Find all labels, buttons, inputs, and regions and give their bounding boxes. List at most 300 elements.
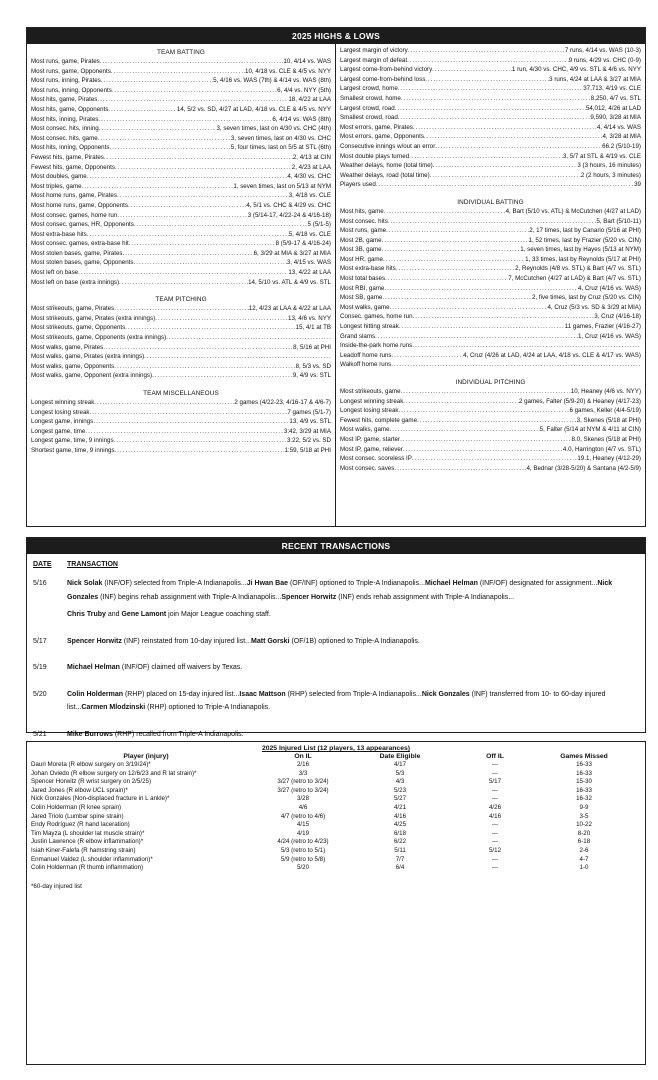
record-value: 4, Cruz (4/26 at LAD, 4/24 at LAA, 4/18 vs. CLE & 4/17 vs. WAS) bbox=[463, 351, 641, 359]
table-row bbox=[31, 830, 633, 839]
dot-leader bbox=[94, 398, 234, 408]
record-label: Most left on base bbox=[31, 269, 79, 277]
record-label: Most strikeouts, game, Pirates bbox=[31, 305, 115, 313]
record-row bbox=[340, 274, 641, 284]
record-value: 10, 4/18 vs. CLE & 4/5 vs. NYY bbox=[245, 67, 331, 75]
table-row bbox=[31, 821, 633, 830]
dot-leader bbox=[432, 65, 512, 75]
record-row bbox=[31, 352, 331, 362]
player-name: Mike Burrows bbox=[67, 730, 113, 738]
record-label: Most consec. scoreless IP bbox=[340, 455, 412, 463]
record-row bbox=[340, 435, 641, 445]
record-row bbox=[31, 239, 331, 249]
record-value: 8, 5/16 at PHI bbox=[293, 343, 331, 351]
dot-leader bbox=[384, 284, 578, 294]
dot-leader bbox=[398, 406, 569, 416]
injured-list-body bbox=[31, 761, 633, 873]
record-row bbox=[340, 180, 641, 190]
games-missed-cell: 15-30 bbox=[576, 778, 592, 786]
record-row bbox=[31, 427, 331, 437]
transaction-text bbox=[67, 688, 639, 719]
date-eligible-cell: 4/3 bbox=[395, 778, 405, 786]
record-label: Largest come-from-behind loss bbox=[340, 75, 426, 83]
record-label: Largest margin of victory bbox=[340, 47, 408, 54]
record-label: Most walks, game, Opponent (extra innings) bbox=[31, 372, 153, 380]
transaction-detail: join Major League coaching staff. bbox=[166, 611, 271, 618]
record-label: Most RBI, game bbox=[340, 284, 385, 292]
record-label: Most strikeouts, game bbox=[340, 388, 401, 395]
transaction-detail: (OF/INF) optioned to Triple-A Indianapolis... bbox=[288, 580, 425, 587]
highs-lows-right-column bbox=[336, 44, 645, 527]
date-eligible-cell: 4/17 bbox=[393, 761, 407, 768]
on-il-column-header: On IL bbox=[294, 753, 312, 760]
record-row bbox=[340, 161, 641, 171]
player-name: Spencer Horwitz bbox=[281, 593, 337, 601]
dot-leader bbox=[395, 104, 586, 114]
record-row bbox=[31, 95, 331, 105]
record-value: 5, four times, last on 5/5 at STL (6th) bbox=[230, 144, 331, 152]
date-eligible-cell: 7/7 bbox=[395, 855, 405, 863]
transaction-entry bbox=[27, 577, 645, 626]
record-label: Most walks, game, Pirates bbox=[31, 343, 104, 351]
on-il-cell: 4/15 bbox=[296, 821, 310, 829]
record-row bbox=[340, 123, 641, 133]
record-label: Longest losing streak bbox=[340, 407, 399, 415]
table-row bbox=[31, 804, 633, 813]
record-label: Longest winning streak bbox=[340, 397, 404, 405]
record-value: 4, Cruz (4/16 vs. WAS) bbox=[577, 284, 641, 292]
record-value: 3:22, 5/2 vs. SD bbox=[286, 437, 331, 445]
record-label: Weather delays, home (total time) bbox=[340, 162, 433, 170]
record-label: Leadoff home runs bbox=[340, 351, 392, 359]
record-row bbox=[340, 387, 641, 397]
player-name: Michael Helman bbox=[424, 580, 478, 587]
record-value: 13, 4/6 vs. NYY bbox=[288, 314, 331, 322]
table-row bbox=[31, 864, 633, 873]
transaction-paragraph bbox=[67, 688, 639, 715]
record-value: 66.2 (5/10-19) bbox=[602, 142, 641, 150]
record-row bbox=[340, 322, 641, 332]
record-value: 3 (3 hours, 16 minutes) bbox=[577, 162, 641, 170]
record-value: 5, Falter (5/14 at NYM & 4/11 at CIN) bbox=[539, 426, 641, 434]
record-value: 4, Bart (5/10 vs. ATL) & McCutchen (4/27 at LAD) bbox=[505, 207, 641, 215]
transactions-title: RECENT TRANSACTIONS bbox=[27, 538, 645, 554]
table-row bbox=[31, 813, 633, 822]
dot-leader bbox=[390, 303, 548, 313]
record-label: Longest losing streak bbox=[31, 408, 90, 416]
dot-leader bbox=[87, 172, 288, 182]
dot-leader bbox=[97, 95, 288, 105]
table-row bbox=[31, 795, 633, 804]
record-label: Most SB, game bbox=[340, 294, 383, 302]
record-row bbox=[31, 446, 331, 456]
record-row bbox=[31, 371, 331, 381]
highs-lows-panel bbox=[26, 27, 646, 527]
record-value: 8, 5/3 vs. SD bbox=[295, 362, 331, 370]
on-il-cell: 3/3 bbox=[298, 769, 308, 777]
record-label: Longest hitting streak bbox=[340, 323, 399, 331]
record-row bbox=[340, 132, 641, 142]
record-row bbox=[31, 323, 331, 333]
record-label: Most runs, inning, Opponents bbox=[31, 86, 112, 94]
date-eligible-cell: 4/25 bbox=[393, 821, 407, 829]
dot-leader bbox=[407, 56, 569, 66]
dot-leader bbox=[125, 323, 295, 333]
record-label: Most hits, game bbox=[340, 207, 384, 215]
record-label: Consecutive innings w/out an error bbox=[340, 142, 436, 150]
record-value: 4, Bednar (3/28-5/20) & Santana (4/2-5/9) bbox=[526, 464, 641, 472]
record-row bbox=[340, 226, 641, 236]
dot-leader bbox=[401, 387, 571, 397]
record-value: 2 (2 hours, 3 minutes) bbox=[580, 171, 641, 179]
injured-list-note: *60-day injured list bbox=[31, 882, 82, 890]
dot-leader bbox=[409, 152, 563, 162]
record-value: 13, 4/22 at LAA bbox=[288, 269, 331, 277]
injured-list-panel bbox=[26, 741, 646, 1065]
dot-leader bbox=[382, 293, 532, 303]
dot-leader bbox=[128, 201, 246, 211]
dot-leader bbox=[413, 312, 595, 322]
record-row bbox=[340, 46, 641, 56]
record-row bbox=[340, 351, 641, 361]
player-name: Chris Truby bbox=[67, 611, 106, 618]
record-value: 1:59, 5/18 at PHI bbox=[284, 446, 331, 454]
dot-leader bbox=[396, 264, 515, 274]
games-missed-cell: 8-20 bbox=[577, 829, 591, 837]
dot-leader bbox=[408, 46, 565, 56]
record-row bbox=[340, 94, 641, 104]
record-row bbox=[31, 201, 331, 211]
record-label: Most extra-base hits bbox=[340, 265, 396, 273]
off-il-cell: --- bbox=[491, 761, 499, 768]
player-injury-cell: Colin Holderman (R thumb inflammation) bbox=[31, 864, 144, 872]
record-value: 3 runs, 4/24 at LAA & 3/27 at MIA bbox=[549, 75, 641, 83]
player-name: Nick Gonzales bbox=[67, 580, 613, 601]
record-value: 3, 4/15 vs. WAS bbox=[286, 259, 331, 267]
record-row bbox=[31, 220, 331, 230]
dot-leader bbox=[98, 134, 231, 144]
record-value: 2, 4/23 at LAA bbox=[291, 163, 331, 171]
record-row bbox=[31, 172, 331, 182]
record-row bbox=[31, 182, 331, 192]
dot-leader bbox=[382, 236, 529, 246]
on-il-cell: 4/6 bbox=[298, 803, 308, 811]
record-row bbox=[340, 255, 641, 265]
transaction-detail: (INF/OF) claimed off waivers by Texas. bbox=[119, 664, 243, 671]
dot-leader bbox=[114, 436, 287, 446]
table-row bbox=[31, 847, 633, 856]
record-row bbox=[340, 152, 641, 162]
transaction-detail: (RHP) optioned to Triple-A Indianapolis. bbox=[145, 704, 271, 711]
record-row bbox=[31, 153, 331, 163]
player-injury-cell: Jared Triolo (Lumbar spine strain) bbox=[31, 812, 124, 820]
record-label: Longest game, time bbox=[31, 427, 86, 435]
record-row bbox=[31, 143, 331, 153]
record-value: 3 (5/14-17, 4/22-24 & 4/16-18) bbox=[247, 211, 331, 219]
dot-leader bbox=[403, 397, 519, 407]
transactions-list bbox=[27, 577, 645, 745]
record-label: Smallest crowd, road bbox=[340, 114, 398, 122]
record-value: 13, 4/9 vs. STL bbox=[289, 418, 331, 426]
transaction-paragraph bbox=[67, 577, 639, 604]
dot-leader bbox=[117, 191, 289, 201]
player-injury-cell: Isiah Kiner-Falefa (R hamstring strain) bbox=[31, 846, 136, 854]
dot-leader bbox=[433, 161, 578, 171]
record-row bbox=[340, 360, 641, 370]
player-name: Gene Lamont bbox=[121, 611, 167, 618]
off-il-cell: --- bbox=[491, 829, 499, 837]
dot-leader bbox=[152, 371, 293, 381]
record-label: Most hits, game, Opponents bbox=[31, 105, 109, 113]
dot-leader bbox=[375, 332, 578, 342]
injured-list-title: 2025 Injured List (12 players, 13 appearances) bbox=[261, 745, 411, 752]
games-missed-cell: 2-6 bbox=[579, 846, 589, 854]
record-label: Most consec. hits, inning bbox=[31, 125, 99, 133]
record-value: 9, 4/9 vs. STL bbox=[292, 372, 331, 380]
on-il-cell: 5/20 bbox=[296, 864, 310, 872]
record-value: 1 run, 4/30 vs. CHC, 4/9 vs. STL & 4/6 vs. NYY bbox=[511, 66, 641, 74]
record-row bbox=[31, 105, 331, 115]
injured-list-header-row bbox=[31, 752, 633, 761]
record-value: 8,250, 4/7 vs. STL bbox=[590, 94, 641, 102]
games-missed-cell: 10-22 bbox=[576, 821, 592, 829]
record-label: Most consec. saves bbox=[340, 464, 395, 472]
player-injury-cell: Spencer Horwitz (R wrist surgery on 2/5/25) bbox=[31, 778, 152, 786]
transaction-entry bbox=[27, 635, 645, 653]
record-row bbox=[340, 454, 641, 464]
transaction-detail: (RHP) recalled from Triple-A Indianapolis. bbox=[112, 730, 244, 738]
dot-leader bbox=[394, 464, 526, 474]
transaction-detail: (INF) begins rehab assignment with Triple-A Indianapolis... bbox=[98, 593, 282, 601]
off-il-cell: --- bbox=[491, 786, 499, 794]
record-label: Most errors, game, Pirates bbox=[340, 123, 413, 131]
record-label: Most walks, game bbox=[340, 426, 390, 434]
table-row bbox=[31, 770, 633, 779]
record-label: Fewest hits, game, Pirates bbox=[31, 153, 104, 161]
record-value: 2 games, Falter (5/9-20) & Heaney (4/17-23) bbox=[518, 397, 641, 405]
record-row bbox=[340, 303, 641, 313]
record-label: Most consec. games, HR, Opponents bbox=[31, 221, 134, 229]
record-label: Longest game, time, 9 innings bbox=[31, 437, 114, 445]
table-row bbox=[31, 787, 633, 796]
transaction-paragraph bbox=[67, 635, 639, 649]
record-value: 10, Heaney (4/6 vs. NYY) bbox=[570, 388, 641, 395]
games-missed-cell: 16-32 bbox=[576, 795, 592, 803]
transaction-paragraph bbox=[67, 661, 639, 675]
record-row bbox=[31, 343, 331, 353]
team-records-list bbox=[340, 46, 641, 190]
record-value: 3, Skenes (5/18 at PHI) bbox=[576, 416, 641, 424]
record-label: Consec. games, home run bbox=[340, 313, 413, 321]
record-value: 3, Cruz (4/16-18) bbox=[594, 313, 641, 321]
record-value: 8 (5/9-17 & 4/16-24) bbox=[275, 240, 331, 248]
record-row bbox=[31, 398, 331, 408]
individual-pitching-heading: INDIVIDUAL PITCHING bbox=[455, 379, 526, 386]
record-value: 4, 4/30 vs. CHC bbox=[287, 173, 331, 181]
record-label: Largest margin of defeat bbox=[340, 56, 408, 64]
transaction-detail: (INF/OF) selected from Triple-A Indianapolis... bbox=[102, 580, 247, 587]
record-value: 6 games, Keller (4/4-5/19) bbox=[569, 407, 641, 415]
off-il-cell: --- bbox=[491, 769, 499, 777]
dot-leader bbox=[155, 314, 288, 324]
record-row bbox=[340, 245, 641, 255]
record-value: 14, 5/10 vs. ATL & 4/9 vs. STL bbox=[248, 278, 331, 286]
dot-leader bbox=[103, 343, 293, 353]
dot-leader bbox=[100, 57, 284, 67]
player-injury-cell: Tim Mayza (L shoulder lat muscle strain)* bbox=[31, 829, 145, 837]
date-eligible-cell: 6/4 bbox=[395, 864, 405, 872]
dot-leader bbox=[99, 124, 217, 134]
transaction-detail: (RHP) placed on 15-day injured list... bbox=[123, 690, 240, 698]
record-label: Longest game, innings bbox=[31, 418, 94, 426]
record-value: 3, 4/18 vs. CLE bbox=[288, 192, 331, 200]
off-il-cell: --- bbox=[491, 838, 499, 846]
player-name: Spencer Horwitz bbox=[67, 637, 122, 645]
record-row bbox=[340, 406, 641, 416]
record-value: 7 runs, 4/14 vs. WAS (10-3) bbox=[564, 47, 641, 54]
record-label: Most 3B, game bbox=[340, 246, 382, 254]
record-row bbox=[340, 445, 641, 455]
record-label: Most stolen bases, game, Opponents bbox=[31, 259, 134, 267]
record-row bbox=[31, 67, 331, 77]
dot-leader bbox=[134, 220, 308, 230]
record-row bbox=[340, 171, 641, 181]
dot-leader bbox=[108, 105, 177, 115]
games-missed-cell: 6-18 bbox=[577, 838, 591, 846]
player-name: Ji Hwan Bae bbox=[246, 580, 288, 587]
transaction-date: 5/20 bbox=[33, 690, 47, 698]
record-label: Most runs, inning, Pirates bbox=[31, 77, 101, 85]
date-eligible-cell: 5/11 bbox=[394, 846, 406, 854]
dot-leader bbox=[424, 132, 603, 142]
table-row bbox=[31, 856, 633, 865]
transaction-detail: (INF/OF) designated for assignment... bbox=[477, 580, 598, 587]
record-label: Most walks, game, Pirates (extra innings) bbox=[31, 353, 145, 361]
on-il-cell: 2/16 bbox=[296, 761, 310, 768]
record-row bbox=[340, 312, 641, 322]
record-row bbox=[340, 341, 641, 351]
record-label: Most runs, game, Pirates bbox=[31, 58, 100, 65]
dot-leader bbox=[399, 322, 565, 332]
record-value: 3:42, 3/29 at MIA bbox=[283, 427, 331, 435]
dot-leader bbox=[386, 226, 529, 236]
transaction-detail: (INF) reinstated from 10-day injured list... bbox=[121, 637, 252, 645]
dot-leader bbox=[122, 249, 253, 259]
dot-leader bbox=[413, 123, 597, 133]
highs-lows-title: 2025 HIGHS & LOWS bbox=[27, 28, 645, 44]
transaction-date: 5/17 bbox=[33, 637, 47, 645]
transaction-detail: (INF) ends rehab assignment with Triple-A Indianapolis... bbox=[336, 593, 515, 601]
individual-batting-list bbox=[340, 207, 641, 370]
record-row bbox=[340, 293, 641, 303]
record-row bbox=[340, 397, 641, 407]
individual-pitching-list bbox=[340, 387, 641, 473]
record-value: 2 games (4/22-23, 4/16-17 & 4/6-7) bbox=[234, 399, 331, 406]
dot-leader bbox=[400, 435, 571, 445]
date-eligible-cell: 6/18 bbox=[393, 829, 407, 837]
dot-leader bbox=[391, 360, 641, 370]
dot-leader bbox=[417, 416, 577, 426]
record-value: 1, 52 times, last by Frazier (5/20 vs. CIN) bbox=[528, 236, 641, 244]
record-label: Weather delays, road (total time) bbox=[340, 171, 430, 179]
record-row bbox=[340, 56, 641, 66]
record-row bbox=[31, 163, 331, 173]
record-value: 9 runs, 4/29 vs. CHC (0-9) bbox=[568, 56, 641, 64]
dot-leader bbox=[101, 76, 213, 86]
record-row bbox=[340, 84, 641, 94]
record-row bbox=[340, 104, 641, 114]
record-value: 6, 3/29 at MIA & 3/27 at MIA bbox=[253, 249, 331, 257]
record-label: Largest crowd, road bbox=[340, 104, 395, 112]
record-value: 37,713, 4/19 vs. CLE bbox=[583, 85, 641, 93]
record-row bbox=[31, 134, 331, 144]
record-value: 39 bbox=[634, 181, 641, 189]
record-row bbox=[340, 416, 641, 426]
transaction-column-header: TRANSACTION bbox=[67, 561, 118, 568]
dot-leader bbox=[93, 417, 289, 427]
dot-leader bbox=[385, 274, 508, 284]
record-label: Most walks, game bbox=[340, 303, 390, 311]
games-missed-cell: 1-0 bbox=[579, 864, 589, 872]
player-name: Michael Helman bbox=[67, 664, 120, 671]
record-row bbox=[31, 76, 331, 86]
off-il-cell: --- bbox=[491, 855, 499, 863]
transactions-panel bbox=[26, 537, 646, 738]
record-label: Most consec. games, extra-base hit bbox=[31, 240, 129, 248]
record-row bbox=[31, 211, 331, 221]
team-batting-list bbox=[31, 57, 331, 287]
record-value: 18, 4/22 at LAA bbox=[288, 96, 331, 104]
record-value: 15, 4/1 at TB bbox=[295, 324, 331, 332]
dot-leader bbox=[98, 115, 272, 125]
record-row bbox=[31, 115, 331, 125]
dot-leader bbox=[384, 207, 506, 217]
record-label: Most errors, game, Opponents bbox=[340, 133, 424, 141]
record-row bbox=[31, 362, 331, 372]
highs-lows-left-column bbox=[27, 44, 336, 527]
transaction-entry bbox=[27, 688, 645, 719]
on-il-cell: 4/24 (retro to 4/23) bbox=[277, 838, 329, 846]
record-label: Most hits, inning, Pirates bbox=[31, 115, 99, 123]
on-il-cell: 3/27 (retro to 3/24) bbox=[277, 778, 329, 786]
games-missed-cell: 16-33 bbox=[576, 786, 592, 794]
transaction-detail: and bbox=[105, 611, 122, 618]
transaction-text bbox=[67, 635, 639, 653]
games-missed-cell: 3-5 bbox=[579, 812, 589, 820]
dot-leader bbox=[85, 427, 284, 437]
dot-leader bbox=[425, 75, 549, 85]
record-value: 4, Cruz (5/3 vs. SD & 3/29 at MIA) bbox=[547, 303, 641, 311]
record-row bbox=[31, 333, 331, 343]
record-label: Most extra-base hits bbox=[31, 230, 87, 238]
on-il-cell: 5/3 (retro to 5/1) bbox=[280, 846, 326, 854]
record-row bbox=[31, 124, 331, 134]
on-il-cell: 4/7 (retro to 4/6) bbox=[280, 812, 326, 820]
injured-list-table bbox=[31, 752, 633, 873]
off-il-cell: 4/16 bbox=[488, 812, 502, 820]
player-name: Matt Gorski bbox=[251, 637, 290, 645]
record-value: 5, 4/18 vs. CLE bbox=[288, 230, 331, 238]
record-row bbox=[31, 304, 331, 314]
dot-leader bbox=[114, 304, 249, 314]
transaction-entry bbox=[27, 661, 645, 679]
dot-leader bbox=[111, 67, 245, 77]
record-row bbox=[340, 284, 641, 294]
record-label: Longest winning streak bbox=[31, 399, 95, 406]
record-value: 5, 4/16 vs. WAS (7th) & 4/14 vs. WAS (8th) bbox=[213, 77, 331, 85]
record-row bbox=[340, 464, 641, 474]
record-row bbox=[31, 278, 331, 288]
